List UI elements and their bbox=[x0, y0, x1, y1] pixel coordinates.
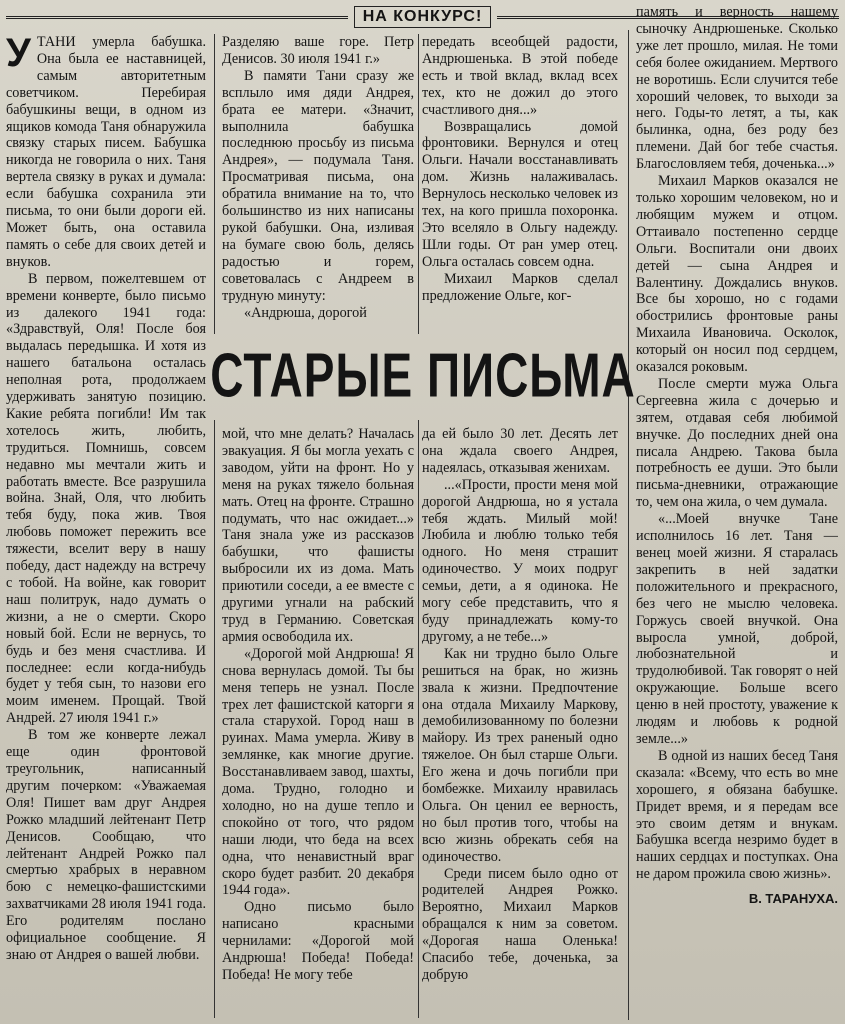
article-column-2-top bbox=[222, 34, 414, 329]
column-rule bbox=[214, 420, 215, 1018]
paragraph: да ей было 30 лет. Десять лет она ждала своего Андрея, надеялась, отказывая женихам. bbox=[422, 426, 618, 476]
paragraph: ...«Прости, прости меня мой дорогой Андрюша, но я устала тебя ждать. Милый мой! Любила и люблю только тебя одного. Но меня страшит одиночество. У моих подруг семьи, дети, а я одинока. Не могу себе представить, что я буду принадлежать кому-то другому, а не тебе...» bbox=[422, 476, 618, 645]
column-rule bbox=[418, 420, 419, 1018]
article-column-4 bbox=[636, 4, 838, 1018]
column-rule bbox=[418, 34, 419, 334]
rubric-label: НА КОНКУРС! bbox=[354, 6, 492, 28]
paragraph: «Дорогой мой Андрюша! Я снова вернулась домой. Ты бы меня теперь не узнал. После трех лет фашистской каторги я стала старухой. Город наш в руинах. Мама умерла. Живу в землянке, как многие другие. Восстанавливаем завод, шахты, дома. Трудно, голодно и холодно, но на душе тепло и спокойно от того, что рядом наши люди, что беда на всех одна, что ненавистный враг скоро будет разбит. 20 декабря 1944 года». bbox=[222, 645, 414, 899]
column-rule bbox=[628, 30, 629, 1020]
article-column-1 bbox=[6, 34, 206, 1019]
paragraph: В одной из наших бесед Таня сказала: «Всему, что есть во мне хорошего, я обязана бабушке. Придет время, и я передам все это своим детям и внукам. Бабушка всегда незримо будет в наших сердцах и поступках. Она не даром прожила свою жизнь». bbox=[636, 747, 838, 883]
article-column-3-bottom bbox=[422, 426, 618, 1018]
author-signature: В. ТАРАНУХА. bbox=[748, 891, 838, 907]
paragraph: Михаил Марков сделал предложение Ольге, ког- bbox=[422, 270, 618, 304]
paragraph: В памяти Тани сразу же всплыло имя дяди Андрея, брата ее матери. «Значит, выполнила бабушка последнюю просьбу из письма Андрея», — подумала Таня. Просматривая письма, она обратила внимание на то, что большинство из них написаны рукой бабушки. Она, изливая на бумаге свою боль, делясь радостью и горем, советовалась с Андреем в трудную минуту: bbox=[222, 67, 414, 304]
column-rule bbox=[214, 34, 215, 334]
paragraph: Возвращались домой фронтовики. Вернулся и отец Ольги. Начали восстанавливать дом. Жизнь налаживалась. Вернулось несколько человек из тех, на кого пришла похоронка. Это вселяло в Ольгу надежду. Шли годы. От ран умер отец. Ольга осталась совсем одна. bbox=[422, 118, 618, 270]
article-column-2-bottom bbox=[222, 426, 414, 1018]
paragraph: Михаил Марков оказался не только хорошим человеком, но и любящим мужем и отцом. Оттаивало постепенно сердце Ольги. Воспитали они двоих детей — сына Андрея и Валентину. Дождались внуков. Все бы хорошо, но с годами обострились фронтовые раны Михаила Ивановича. Осколок, который он носил под сердцем, оказался роковым. bbox=[636, 173, 838, 376]
paragraph: Разделяю ваше горе. Петр Денисов. 30 июля 1941 г.» bbox=[222, 34, 414, 67]
paragraph: ТАНИ умерла бабушка. Она была ее наставницей, самым авторитетным советчиком. Перебирая бабушкины вещи, в одном из ящиков комода Таня обнаружила связку старых писем. Бабушка никогда не говорила о них. Таня вертела связку в руках и думала: если бабушка сохранила эти письма, то они были дороги ей. Может быть, она оставила память о себе для своих детей и внуков. bbox=[6, 34, 206, 270]
paragraph: «Андрюша, дорогой bbox=[244, 304, 367, 321]
paragraph: Как ни трудно было Ольге решиться на брак, но жизнь звала к жизни. Предпочтение она отдала Михаилу Маркову, демобилизованному по болезни майору. Из трех раненый одно тяжелое. Он был старше Ольги. Его жена и дочь погибли при бомбежке. Михаилу нравилась Ольга. Он ценил ее верность, но был против того, чтобы на всю жизнь обрекать себя на одиночество. bbox=[422, 645, 618, 865]
paragraph: В том же конверте лежал еще один фронтовой треугольник, написанный другим почерком: «Уважаемая Оля! Пишет вам друг Андрея Рожко младший лейтенант Петр Денисов. Сообщаю, что лейтенант Андрей Рожко пал смертью храбрых в неравном бою с немецко-фашистскими захватчиками 28 июля 1941 года. Его родителям послано официальное сообщение. Я знаю от Андрея о вашей любви. bbox=[6, 727, 206, 963]
paragraph: память и верность нашему сыночку Андрюшеньке. Сколько уже лет прошло, милая. Не томи себя более ожиданием. Мертвого не воротишь. Если случится тебе хороший человек, то выходи за него. Годы-то летят, а ты, как былинка, одна, без роду без племени. Дай бог тебе счастья. Благословляем тебя, доченька...» bbox=[636, 4, 838, 173]
paragraph: мой, что мне делать? Началась эвакуация. Я бы могла уехать с заводом, уйти на фронт. Но у меня на руках тяжело больная мать. Отец на фронте. Страшно подумать, что нас ожидает...» Таня знала уже из рассказов бабушки, что фашисты выбросили их из дома. Мать приютили соседи, а ее вместе с другими угнали на рабский труд в Германию. Советская армия освободила их. bbox=[222, 426, 414, 645]
paragraph: Среди писем было одно от родителей Андрея Рожко. Вероятно, Михаил Марков обращался к ним за советом. «Дорогая наша Оленька! Спасибо тебе, доченька, за добрую bbox=[422, 865, 618, 983]
article-column-3-top bbox=[422, 34, 618, 329]
paragraph: «...Моей внучке Тане исполнилось 16 лет. Таня — венец моей жизни. Я старалась закрепить в ней задатки положительного и прекрасного, без чего не мыслю человека. Горжусь своей внучкой. Она выросла умной, доброй, любознательной и трудолюбивой. Так говорят о ней окружающие. Больше всего ценю в ней простоту, уважение к людям и любовь к родной земле...» bbox=[636, 511, 838, 747]
paragraph: передать всеобщей радости, Андрюшенька. В этой победе есть и твой вклад, вклад всех тех, кто не дожил до этого счастливого дня...» bbox=[422, 34, 618, 118]
paragraph: Одно письмо было написано красными чернилами: «Дорогой мой Андрюша! Победа! Победа! Победа! Не могу тебе bbox=[222, 899, 414, 983]
paragraph: В первом, пожелтевшем от времени конверте, было письмо из далекого 1941 года: «Здравствуй, Оля! После боя выдалась передышка. И хотя из нашего батальона осталась неполная рота, продолжаем удерживать занятую позицию. Какие ребята погибли! Им так хотелось жить, любить, трудиться. Помнишь, совсем недавно мы мечтали жить и работать вместе. Все разрушила война. Знай, Оля, что любить тебя буду, пока жив. Твоя любовь поможет пережить все тяжести, вселит веру в нашу победу, даст надежду на встречу с тобой. На войне, как говорит наш политрук, надо думать о жизни, а не о смерти. Скоро новый бой. Если не вернусь, то будь и без меня счастлива. И последнее: если когда-нибудь будет у тебя сын, то назови его моим именем. Прощай. Твой Андрей. 27 июля 1941 г.» bbox=[6, 270, 206, 727]
drop-cap: У bbox=[6, 34, 31, 75]
paragraph: После смерти мужа Ольга Сергеевна жила с дочерью и зятем, отдавая себя любимой внучке. До последних дней она писала Андрею. Такова была потребность ее души. Это были письма-дневники, отражающие то, чем она жила, о чем думала. bbox=[636, 375, 838, 511]
article-headline: СТАРЫЕ ПИСЬМА bbox=[210, 339, 636, 411]
